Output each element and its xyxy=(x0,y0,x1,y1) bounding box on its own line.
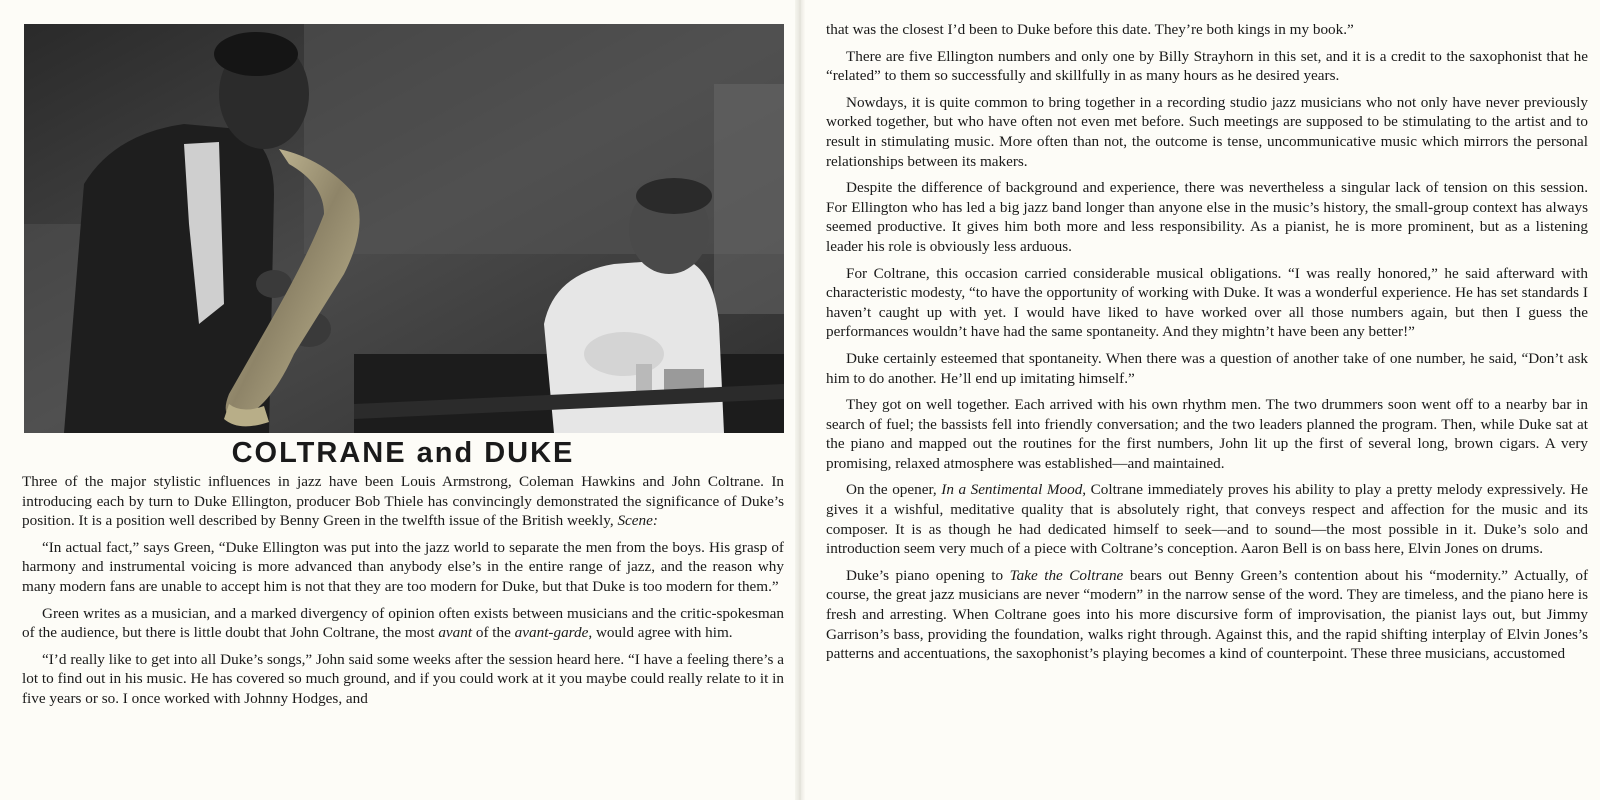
paragraph xyxy=(22,538,784,597)
text-run: They got on well together. Each arrived with his own rhythm men. The two drummers soon went off to a nearby bar in search of fuel; the bassists fell into friendly conversation; and the two leaders planned the program. Then, while Duke sat at the piano and mapped out the routines for the first numbers, John lit up the first of several long, brown cigars. A very promising, relaxed atmosphere was established—and maintained. xyxy=(826,396,1588,472)
text-run-italic: avant-garde xyxy=(514,624,589,642)
paragraph xyxy=(826,395,1588,473)
paragraph xyxy=(22,472,784,531)
photo xyxy=(24,24,784,433)
paragraph xyxy=(826,20,1588,40)
text-run: Green writes as a musician, and a marked divergency of opinion often exists between musicians and the critic-spokesman of the audience, but there is little doubt that John Coltrane, the most xyxy=(22,604,784,642)
text-run: Three of the major stylistic influences in jazz have been Louis Armstrong, Coleman Hawkins and John Coltrane. In introducing each by turn to Duke Ellington, producer Bob Thiele has convincingly demonstrated the significance of Duke’s position. It is a position well described by Benny Green in the twelfth issue of the British weekly, xyxy=(22,473,784,530)
left-page xyxy=(22,0,784,800)
paragraph xyxy=(826,264,1588,342)
paragraph xyxy=(22,650,784,709)
text-run: bears out Benny Green’s contention about his “modernity.” Actually, of course, the great jazz musicians are never “modern” in the narrow sense of the word. They are timeless, and the piano here is fresh and arresting. When Coltrane goes into his more discursive form of improvisation, the pianist lays out, but Jimmy Garrison’s bass, providing the foundation, walks right through. Against this, and the rapid shifting interplay of Elvin Jones’s patterns and accentuations, the saxophonist’s playing becomes a kind of counterpoint. These three musicians, accustomed xyxy=(826,566,1588,663)
right-page xyxy=(826,0,1588,800)
paragraph xyxy=(22,604,784,643)
paragraph xyxy=(826,480,1588,558)
text-run: of the xyxy=(472,624,515,642)
right-body-text xyxy=(826,20,1588,671)
text-run: There are five Ellington numbers and only one by Billy Strayhorn in this set, and it is a credit to the saxophonist that he “related” to them so successfully and skillfully in as many hours as he desired years. xyxy=(826,47,1588,85)
text-run: Duke certainly esteemed that spontaneity. When there was a question of another take of one number, he said, “Don’t ask him to do another. He’ll end up imitating himself.” xyxy=(826,349,1588,387)
paragraph xyxy=(826,47,1588,86)
text-run-italic: avant xyxy=(438,624,473,642)
paragraph xyxy=(826,349,1588,388)
text-run-italic: Scene: xyxy=(617,512,658,530)
paragraph xyxy=(826,93,1588,171)
article-title: COLTRANE and DUKE xyxy=(231,437,575,469)
text-run-italic: In a Sentimental Mood xyxy=(941,481,1083,499)
text-run: For Coltrane, this occasion carried considerable musical obligations. “I was really honored,” he said afterward with characteristic modesty, “to have the opportunity of working with Duke. It was a wonderful experience. He has set standards I haven’t caught up with yet. I would have liked to have worked over all those numbers again, but then I guess the performances wouldn’t have had the same spontaneity. And they mightn’t have been any better!” xyxy=(826,264,1588,341)
photo-artwork xyxy=(24,24,784,433)
text-run: , Coltrane immediately proves his ability to play a pretty melody expressively. He gives it a wishful, meditative quality that is absolutely right, that conveys respect and affection for the music and its composer. It is as though he had dedicated himself to seek—and to sound—the most possible in it. Duke’s solo and introduction seem very much of a piece with Coltrane’s conception. Aaron Bell is on bass here, Elvin Jones on drums. xyxy=(826,481,1588,558)
text-run: Nowdays, it is quite common to bring together in a recording studio jazz musicians who not only have never previously worked together, but who have often not even met before. Such meetings are supposed to be stimulating to the artist and to result in stimulating music. More often than not, the outcome is tense, uncommunicative music which mirrors the personal relationships between its makers. xyxy=(826,93,1588,170)
paragraph xyxy=(826,178,1588,256)
text-run: Duke’s piano opening to xyxy=(846,566,1010,584)
text-run: On the opener, xyxy=(846,481,942,499)
text-run: that was the closest I’d been to Duke before this date. They’re both kings in my book.” xyxy=(826,21,1354,38)
left-body-text xyxy=(22,472,784,716)
page-fold xyxy=(795,0,805,800)
text-run: Despite the difference of background and experience, there was nevertheless a singular lack of tension on this session. For Ellington who has led a big jazz band longer than anyone else in the music’s history, the small-group context has always seemed productive. It gives him both more and less responsibility. As a pianist, he is more prominent, but as a listening leader his role is obviously less arduous. xyxy=(826,179,1588,255)
text-run: “In actual fact,” says Green, “Duke Ellington was put into the jazz world to separate the men from the boys. His grasp of harmony and instrumental voicing is more advanced than anybody else’s in the entire range of jazz, and the reason why many modern fans are unable to accept him is not that they are too modern for Duke, but that Duke is too modern for them.” xyxy=(22,538,784,595)
text-run: “I’d really like to get into all Duke’s songs,” John said some weeks after the session heard here. “I have a feeling there’s a lot to find out in his music. He has covered so much ground, and if you could work at it you maybe could really relate to it in five years or so. I once worked with Johnny Hodges, and xyxy=(22,650,784,707)
text-run: , would agree with him. xyxy=(588,624,733,642)
text-run-italic: Take the Coltrane xyxy=(1009,566,1124,584)
paragraph xyxy=(826,566,1588,664)
